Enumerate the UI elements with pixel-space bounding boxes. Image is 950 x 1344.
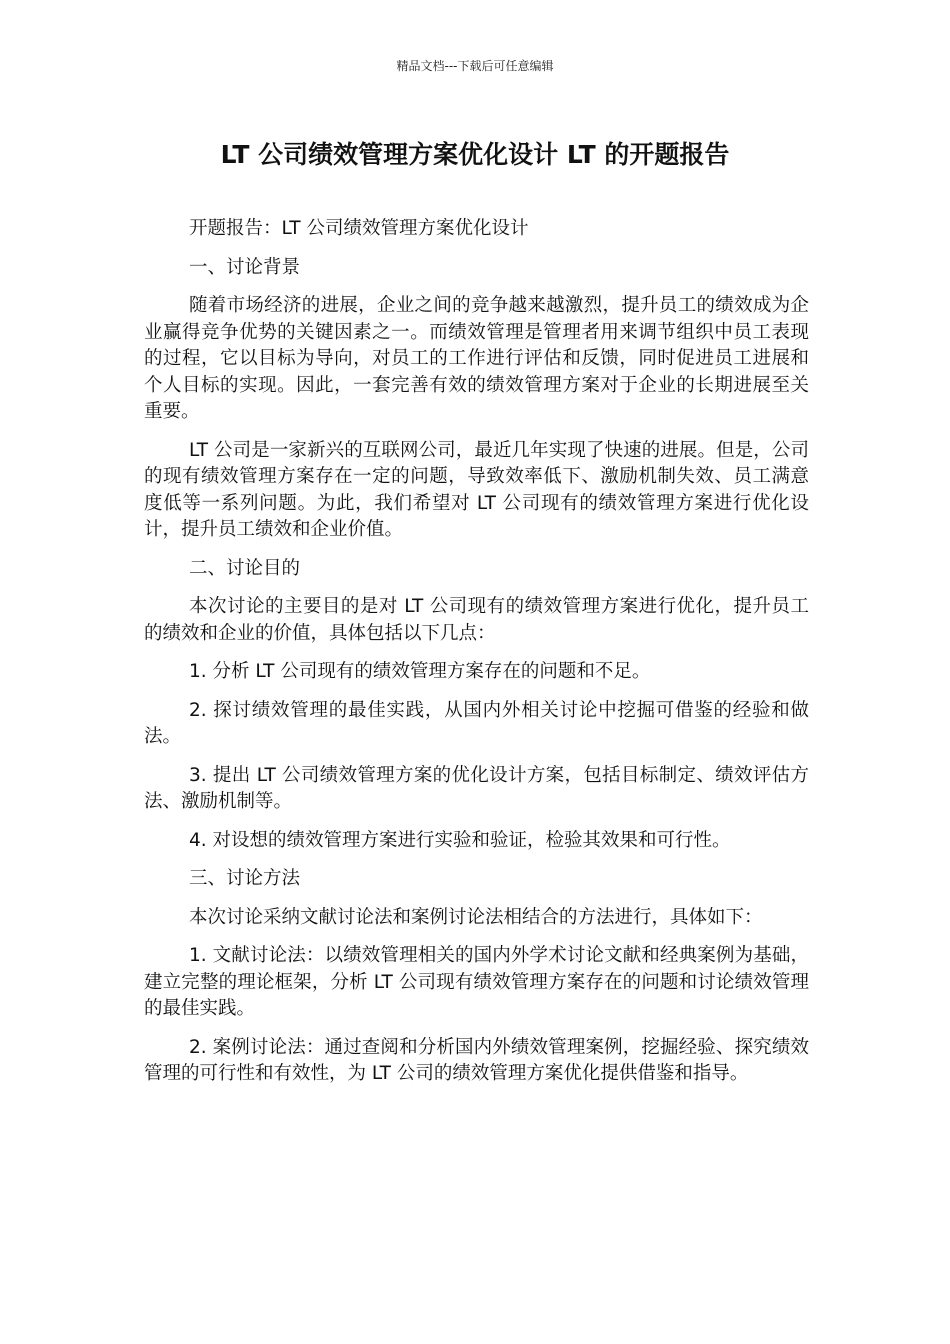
- background-paragraph-1: 随着市场经济的进展，企业之间的竞争越来越激烈，提升员工的绩效成为企业赢得竞争优势的关键因素之一。而绩效管理是管理者用来调节组织中员工表现的过程，它以目标为导向，对员工的工作进行评估和反馈，同时促进员工进展和个人目标的实现。因此，一套完善有效的绩效管理方案对于企业的长期进展至关重要。: [144, 295, 809, 422]
- purpose-item: 3. 提出 LT 公司绩效管理方案的优化设计方案，包括目标制定、绩效评估方法、激励机制等。: [144, 764, 809, 812]
- purpose-item: 4. 对设想的绩效管理方案进行实验和验证，检验其效果和可行性。: [189, 829, 731, 851]
- method-item: 2. 案例讨论法：通过查阅和分析国内外绩效管理案例，挖掘经验、探究绩效管理的可行性和有效性，为 LT 公司的绩效管理方案优化提供借鉴和指导。: [144, 1036, 809, 1084]
- method-item: 1. 文献讨论法：以绩效管理相关的国内外学术讨论文献和经典案例为基础，建立完整的理论框架，分析 LT 公司现有绩效管理方案存在的问题和讨论绩效管理的最佳实践。: [144, 945, 809, 1019]
- document-title: LT 公司绩效管理方案优化设计 LT 的开题报告: [220, 140, 730, 169]
- purpose-item: 1. 分析 LT 公司现有的绩效管理方案存在的问题和不足。: [189, 661, 651, 682]
- section-heading-purpose: 二、讨论目的: [189, 557, 301, 579]
- method-intro: 本次讨论采纳文献讨论法和案例讨论法相结合的方法进行，具体如下：: [189, 906, 763, 928]
- document-body: [144, 216, 809, 1100]
- section-heading-background: 一、讨论背景: [189, 256, 301, 278]
- section-heading-method: 三、讨论方法: [189, 868, 301, 889]
- header-watermark: 精品文档---下载后可任意编辑: [396, 59, 554, 73]
- purpose-item: 2. 探讨绩效管理的最佳实践，从国内外相关讨论中挖掘可借鉴的经验和做法。: [144, 699, 809, 747]
- purpose-intro: 本次讨论的主要目的是对 LT 公司现有的绩效管理方案进行优化，提升员工的绩效和企业的价值，具体包括以下几点：: [144, 596, 809, 644]
- report-subtitle: 开题报告：LT 公司绩效管理方案优化设计: [189, 218, 529, 239]
- background-paragraph-2: LT 公司是一家新兴的互联网公司，最近几年实现了快速的进展。但是，公司的现有绩效管理方案存在一定的问题，导致效率低下、激励机制失效、员工满意度低等一系列问题。为此，我们希望对 LT 公司现有的绩效管理方案进行优化设计，提升员工绩效和企业价值。: [144, 439, 809, 540]
